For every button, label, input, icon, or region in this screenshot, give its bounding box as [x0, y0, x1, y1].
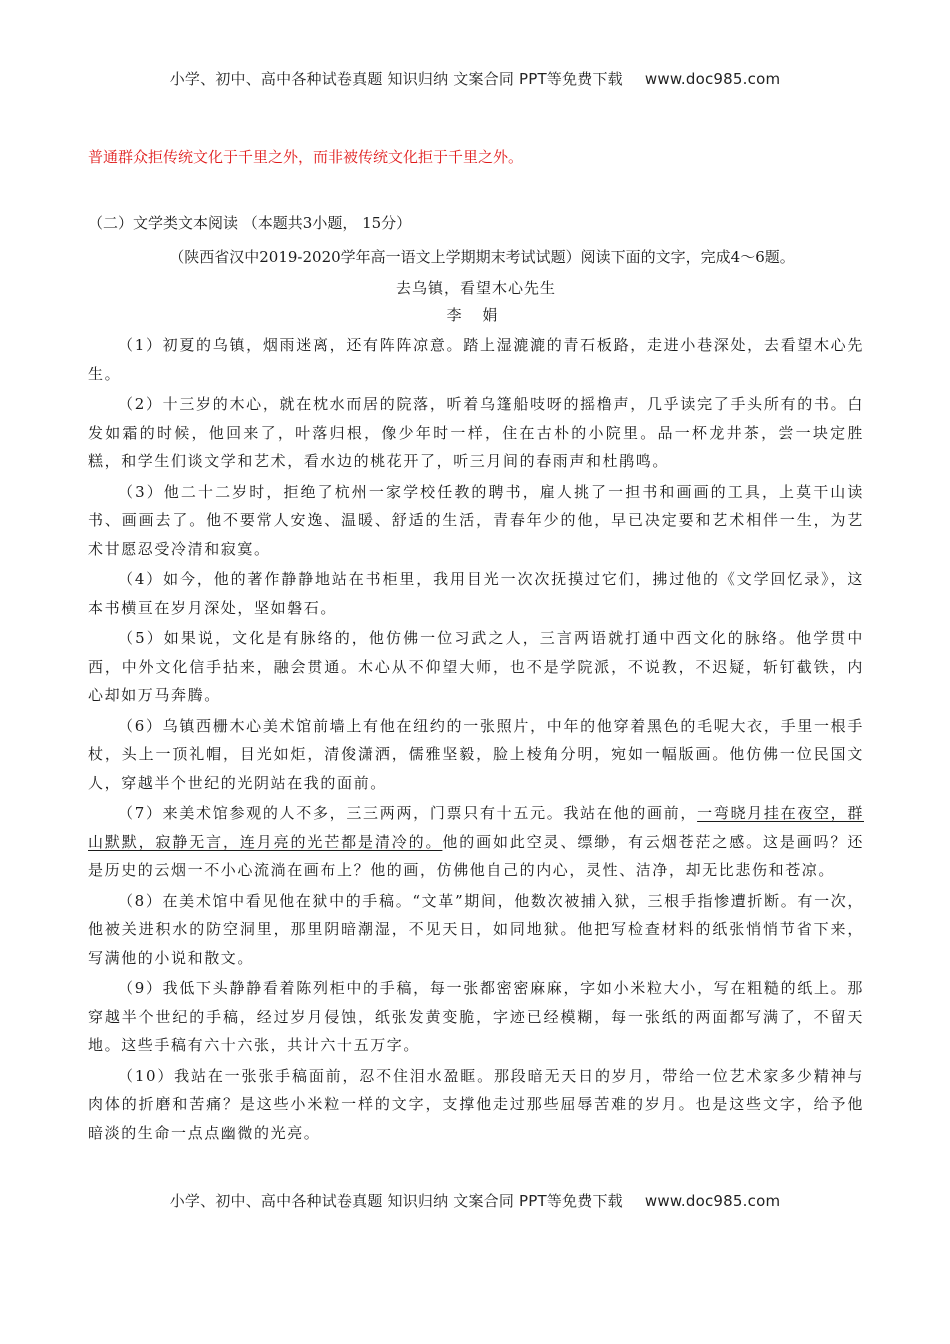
paragraph-6: （6）乌镇西栅木心美术馆前墙上有他在纽约的一张照片，中年的他穿着黑色的毛呢大衣，手里一根手杖，头上一顶礼帽，目光如炬，清俊潇洒，儒雅坚毅，脸上棱角分明，宛如一幅版画。他仿佛一位民国文人，穿越半个世纪的光阴站在我的面前。: [88, 716, 864, 792]
paragraph-10: （10）我站在一张张手稿面前，忍不住泪水盈眶。那段暗无天日的岁月，带给一位艺术家多少精神与肉体的折磨和苦痛？是这些小米粒一样的文字，支撑他走过那些屈辱苦难的岁月。也是这些文字，给予他暗淡的生命一点点幽微的光亮。: [88, 1066, 864, 1142]
document-body: [88, 145, 864, 1147]
paragraph-8: （8）在美术馆中看见他在狱中的手稿。“文革”期间，他数次被捕入狱，三根手指惨遭折断。有一次，他被关进积水的防空洞里，那里阴暗潮湿，不见天日，如同地狱。他把写检查材料的纸张悄悄节省下来，写满他的小说和散文。: [88, 891, 864, 967]
paragraph-7-before: （7）来美术馆参观的人不多，三三两两，门票只有十五元。我站在他的画前，: [118, 804, 698, 822]
paragraph-7: [88, 799, 864, 885]
article-author: 李 娟: [446, 306, 506, 324]
answer-red-line: 普通群众拒传统文化于千里之外，而非被传统文化拒于千里之外。: [88, 148, 524, 166]
paragraph-9: （9）我低下头静静看着陈列柜中的手稿，每一张都密密麻麻，字如小米粒大小，写在粗糙的纸上。那穿越半个世纪的手稿，经过岁月侵蚀，纸张发黄变脆，字迹已经模糊，每一张纸的两面都写满了，不留天地。这些手稿有六十六张，共计六十五万字。: [88, 979, 864, 1054]
paragraph-7-after: 他的画如此空灵、缥缈，有云烟苍茫之感。这是画吗？还是历史的云烟一不小心流淌在画布上？他的画，仿佛他自己的内心，灵性、洁净，却无比悲伤和苍凉。: [88, 832, 864, 879]
page-header: [0, 68, 950, 89]
section-heading: （二）文学类文本阅读 （本题共3小题， 15分）: [88, 214, 412, 232]
paragraph-4: （4）如今，他的著作静静地站在书柜里，我用目光一次次抚摸过它们，拂过他的《文学回忆录》，这本书横亘在岁月深处，坚如磐石。: [88, 570, 864, 617]
page-footer: [0, 1190, 950, 1211]
paragraph-3: （3）他二十二岁时，拒绝了杭州一家学校任教的聘书，雇人挑了一担书和画画的工具，上莫干山读书、画画去了。他不要常人安逸、温暖、舒适的生活，青春年少的他，早已决定要和艺术相伴一生，为艺术甘愿忍受冷清和寂寞。: [88, 482, 864, 558]
article-title: 去乌镇，看望木心先生: [395, 279, 556, 297]
paragraph-5: （5）如果说，文化是有脉络的，他仿佛一位习武之人，三言两语就打通中西文化的脉络。他学贯中西，中外文化信手拈来，融会贯通。木心从不仰望大师，也不是学院派，不说教，不迟疑，斩钉截铁，内心却如万马奔腾。: [88, 629, 864, 704]
footer-text: 小学、初中、高中各种试卷真题 知识归纳 文案合同 PPT等免费下载: [169, 1192, 623, 1210]
header-text: 小学、初中、高中各种试卷真题 知识归纳 文案合同 PPT等免费下载: [169, 70, 623, 88]
paragraph-1: （1）初夏的乌镇，烟雨迷离，还有阵阵凉意。踏上湿漉漉的青石板路，走进小巷深处，去看望木心先生。: [88, 336, 864, 383]
footer-site-link[interactable]: www.doc985.com: [644, 1192, 781, 1210]
header-site-link[interactable]: www.doc985.com: [644, 70, 781, 88]
paragraph-2: （2）十三岁的木心，就在枕水而居的院落，听着乌篷船吱呀的摇橹声，几乎读完了手头所有的书。白发如霜的时候，他回来了，叶落归根，像少年时一样，住在古朴的小院里。品一杯龙井茶，尝一块定胜糕，和学生们谈文学和艺术，看水边的桃花开了，听三月间的春雨声和杜鹃鸣。: [88, 395, 864, 470]
question-source: （陕西省汉中2019-2020学年高一语文上学期期末考试试题）阅读下面的文字，完成4～6题。: [169, 248, 795, 266]
paragraph-7-underlined: 一弯晓月挂在夜空，群山默默，寂静无言，连月亮的光芒都是清冷的。: [88, 804, 864, 851]
